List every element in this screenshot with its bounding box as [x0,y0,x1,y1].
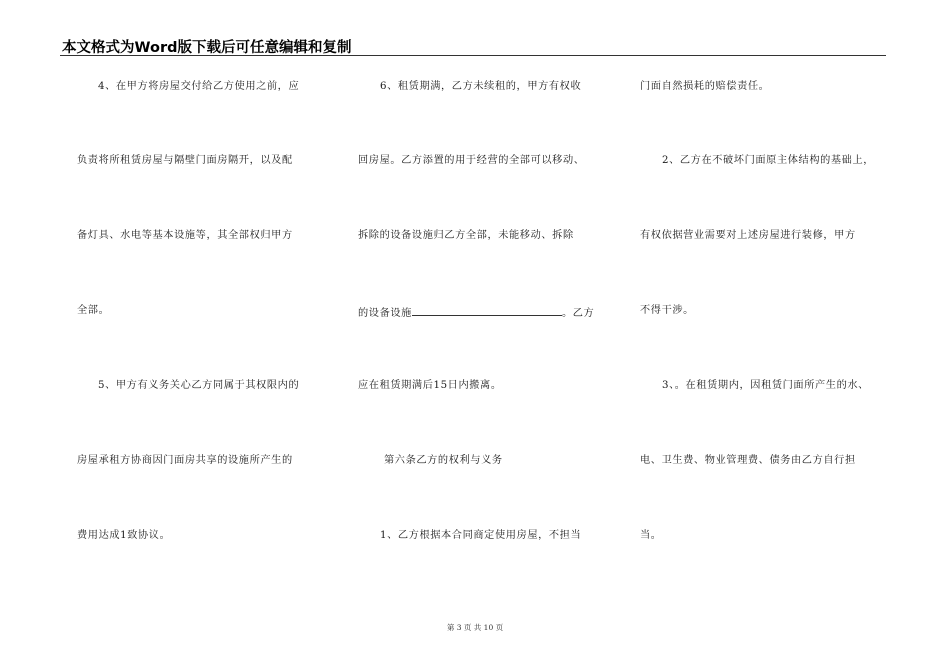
section-heading: 第六条乙方的权利与义务 [384,455,503,466]
body-text-line: 费用达成1致协议。 [77,530,171,541]
body-text-line: 5、甲方有义务关心乙方同属于其权限内的 [98,380,300,391]
body-text-line: 不得干涉。 [640,305,694,316]
page-number: 第 3 页 共 10 页 [446,623,504,632]
fill-in-blank [412,305,562,316]
body-text-line: 回房屋。乙方添置的用于经营的全部可以移动、 [358,155,585,166]
page-header-title: 本文格式为Word版下载后可任意编辑和复制 [62,40,352,56]
body-text-line: 当。 [640,530,662,541]
body-text-segment: 的设备设施 [358,308,412,319]
body-text-line [358,305,594,320]
body-text-line: 3、。在租赁期内，因租赁门面所产生的水、 [662,380,869,391]
body-text-line: 负责将所租赁房屋与隔壁门面房隔开，以及配 [77,155,293,166]
body-text-line: 应在租赁期满后15日内搬离。 [358,380,502,391]
body-text-line: 2、乙方在不破坏门面原主体结构的基础上， [662,155,875,166]
body-text-segment: 。乙方 [561,308,595,319]
body-text-line: 4、在甲方将房屋交付给乙方使用之前，应 [98,81,300,92]
body-text-line: 有权依据营业需要对上述房屋进行装修，甲方 [640,230,856,241]
body-text-line: 房屋承租方协商因门面房共享的设施所产生的 [77,455,293,466]
body-text-line: 全部。 [77,305,110,316]
body-text-line: 1、乙方根据本合同商定使用房屋，不担当 [380,530,582,541]
body-text-line: 备灯具、水电等基本设施等，其全部权归甲方 [77,230,293,241]
body-text-line: 6、租赁期满，乙方未续租的，甲方有权收 [380,81,582,92]
body-text-line: 电、卫生费、物业管理费、债务由乙方自行担 [640,455,856,466]
header-divider [60,55,886,56]
body-text-line: 拆除的设备设施归乙方全部，未能移动、拆除 [358,230,574,241]
body-text-line: 门面自然损耗的赔偿责任。 [640,81,770,92]
